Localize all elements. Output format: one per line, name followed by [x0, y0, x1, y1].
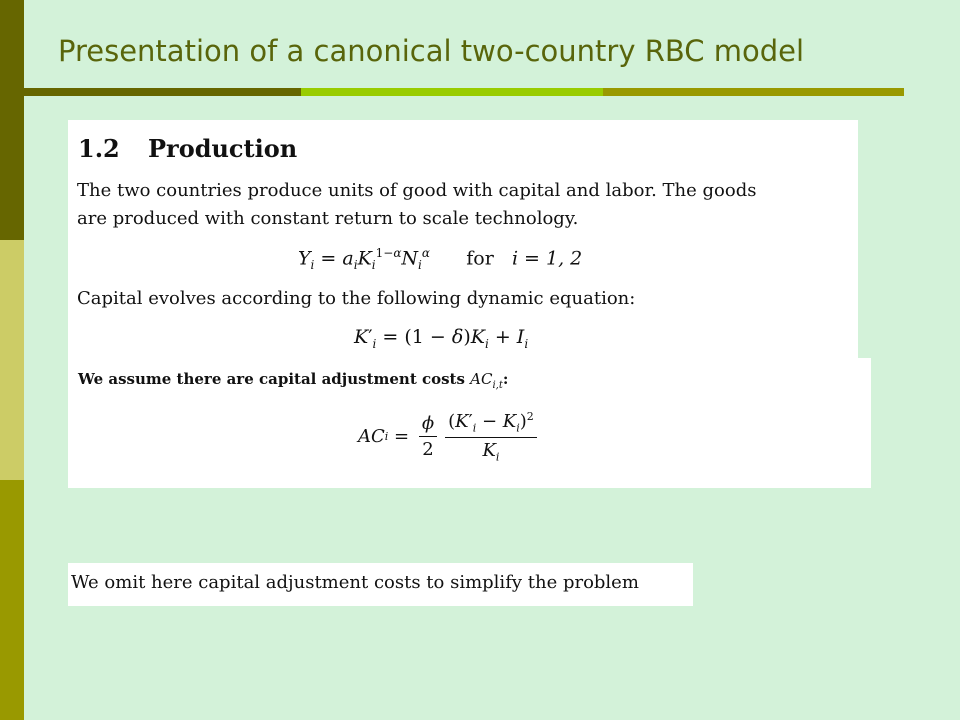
- equation-for-label: for: [466, 247, 494, 270]
- slide-title: Presentation of a canonical two-country RBC model: [58, 34, 805, 68]
- title-rule-segment-1: [24, 88, 301, 96]
- production-text-line-2: are produced with constant return to scale technology.: [77, 208, 579, 229]
- simplification-note: [68, 563, 693, 606]
- adjustment-cost-equation: AC i = $\frac{\phi}{2}$ $\frac{(K'_i - K_i)^2}{K_i}$: [358, 410, 541, 463]
- simplification-note-text: We omit here capital adjustment costs to simplify the problem: [71, 572, 639, 593]
- sidebar-band-middle: [0, 240, 24, 480]
- adjustment-cost-text: We assume there are capital adjustment costs $AC_{i,t}$:: [78, 370, 509, 391]
- production-text-line-1: The two countries produce units of good with capital and labor. The goods: [77, 180, 757, 201]
- equation-index-range: i = 1, 2: [511, 247, 583, 270]
- section-number: 1.2: [78, 134, 120, 163]
- title-rule-segment-3: [603, 88, 904, 96]
- production-function-equation: $Y_i = a_iK_i^{1-\alpha}N_i^\alpha$ for i = 1, 2: [298, 246, 583, 273]
- adjustment-cost-excerpt: [68, 358, 871, 488]
- title-rule-segment-2: [301, 88, 603, 96]
- sidebar-band-bottom: [0, 480, 24, 720]
- capital-evolution-equation: $K'_i = (1 - \delta)K_i + I_i$: [354, 326, 529, 351]
- production-excerpt: [68, 120, 858, 360]
- section-title: Production: [148, 134, 298, 163]
- sidebar-band-top: [0, 0, 24, 240]
- production-text-line-3: Capital evolves according to the following dynamic equation:: [77, 288, 636, 309]
